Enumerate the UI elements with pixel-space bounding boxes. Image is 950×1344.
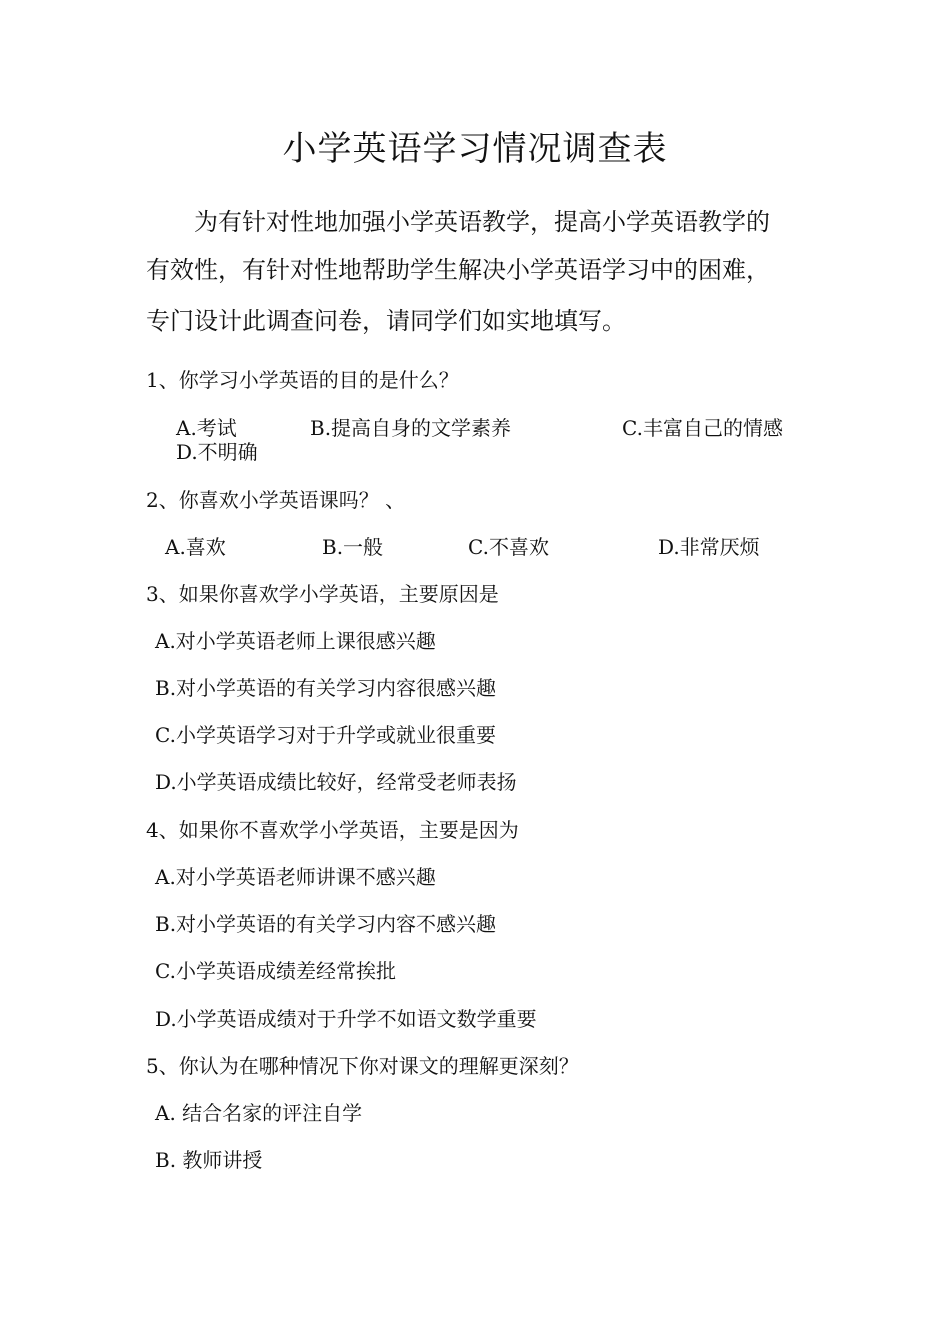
intro-line-2: 有效性，有针对性地帮助学生解决小学英语学习中的困难， (146, 256, 770, 284)
intro-line-3: 专门设计此调查问卷，请同学们如实地填写。 (146, 307, 626, 335)
q3-option-a[interactable]: A.对小学英语老师上课很感兴趣 (155, 629, 436, 653)
intro-line-1: 为有针对性地加强小学英语教学，提高小学英语教学的 (194, 208, 770, 236)
q3-option-b[interactable]: B.对小学英语的有关学习内容很感兴趣 (155, 676, 497, 700)
q3-option-d[interactable]: D.小学英语成绩比较好，经常受老师表扬 (155, 770, 517, 794)
q2-option-d[interactable]: D.非常厌烦 (658, 535, 760, 559)
question-2: 2、你喜欢小学英语课吗？ 、 (146, 488, 406, 512)
q1-option-d[interactable]: D.不明确 (176, 440, 258, 464)
q4-option-a[interactable]: A.对小学英语老师讲课不感兴趣 (155, 865, 436, 889)
q5-option-b[interactable]: B. 教师讲授 (155, 1148, 263, 1172)
q3-option-c[interactable]: C.小学英语学习对于升学或就业很重要 (155, 723, 496, 747)
q1-option-b[interactable]: B.提高自身的文学素养 (310, 416, 512, 440)
q1-option-c[interactable]: C.丰富自己的情感 (622, 416, 783, 440)
q5-option-a[interactable]: A. 结合名家的评注自学 (155, 1101, 363, 1125)
q4-option-c[interactable]: C.小学英语成绩差经常挨批 (155, 959, 396, 983)
question-5: 5、你认为在哪种情况下你对课文的理解更深刻？ (146, 1054, 579, 1078)
question-4: 4、如果你不喜欢学小学英语，主要是因为 (146, 818, 519, 842)
q2-option-a[interactable]: A.喜欢 (165, 535, 226, 559)
q2-option-b[interactable]: B.一般 (322, 535, 384, 559)
page-title: 小学英语学习情况调查表 (282, 129, 668, 169)
q4-option-d[interactable]: D.小学英语成绩对于升学不如语文数学重要 (155, 1007, 537, 1031)
q4-option-b[interactable]: B.对小学英语的有关学习内容不感兴趣 (155, 912, 497, 936)
question-1: 1、你学习小学英语的目的是什么？ (146, 368, 459, 392)
question-3: 3、如果你喜欢学小学英语，主要原因是 (146, 582, 499, 606)
q1-option-a[interactable]: A.考试 (176, 416, 237, 440)
q2-option-c[interactable]: C.不喜欢 (468, 535, 549, 559)
